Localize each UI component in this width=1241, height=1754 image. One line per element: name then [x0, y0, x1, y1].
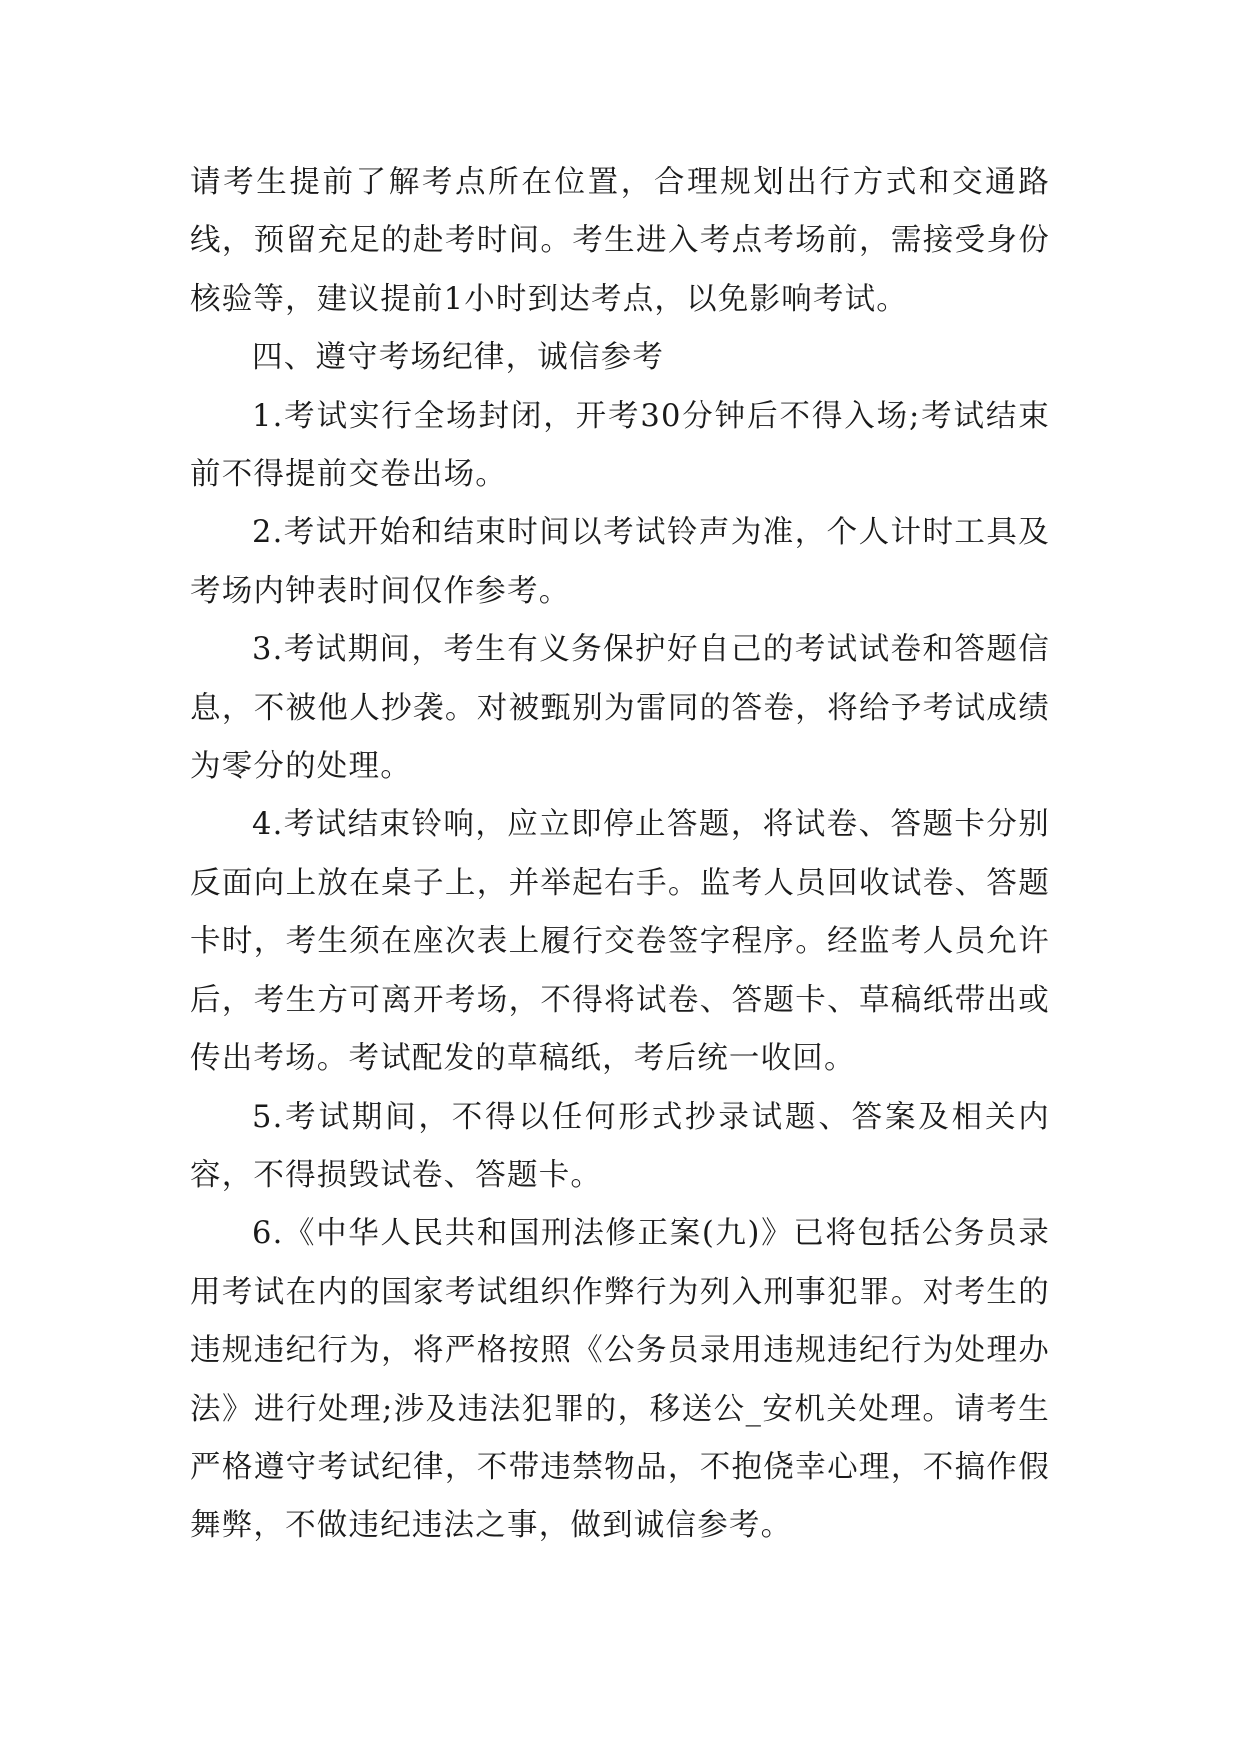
rule-item-2: 2.考试开始和结束时间以考试铃声为准，个人计时工具及考场内钟表时间仅作参考。 [190, 515, 1050, 609]
rule-item-4: 4.考试结束铃响，应立即停止答题，将试卷、答题卡分别反面向上放在桌子上，并举起右手。监考人员回收试卷、答题卡时，考生须在座次表上履行交卷签字程序。经监考人员允许后，考生方可离开考场，不得将试卷、答题卡、草稿纸带出或传出考场。考试配发的草稿纸，考后统一收回。 [190, 807, 1050, 1077]
document-body [190, 154, 1050, 1556]
rule-item-3: 3.考试期间，考生有义务保护好自己的考试试卷和答题信息，不被他人抄袭。对被甄别为雷同的答卷，将给予考试成绩为零分的处理。 [190, 632, 1050, 785]
rule-item-5: 5.考试期间，不得以任何形式抄录试题、答案及相关内容，不得损毁试卷、答题卡。 [190, 1099, 1050, 1193]
rule-item-1: 1.考试实行全场封闭，开考30分钟后不得入场;考试结束前不得提前交卷出场。 [190, 398, 1050, 493]
section-heading-discipline: 四、遵守考场纪律，诚信参考 [252, 340, 665, 376]
rule-item-6: 6.《中华人民共和国刑法修正案(九)》已将包括公务员录用考试在内的国家考试组织作弊行为列入刑事犯罪。对考生的违规违纪行为，将严格按照《公务员录用违规违纪行为处理办法》进行处理;涉及违法犯罪的，移送公_安机关处理。请考生严格遵守考试纪律，不带违禁物品，不抱侥幸心理，不搞作假舞弊，不做违纪违法之事，做到诚信参考。 [190, 1216, 1050, 1544]
paragraph-travel-advice: 请考生提前了解考点所在位置，合理规划出行方式和交通路线，预留充足的赴考时间。考生进入考点考场前，需接受身份核验等，建议提前1小时到达考点，以免影响考试。 [190, 165, 1050, 317]
